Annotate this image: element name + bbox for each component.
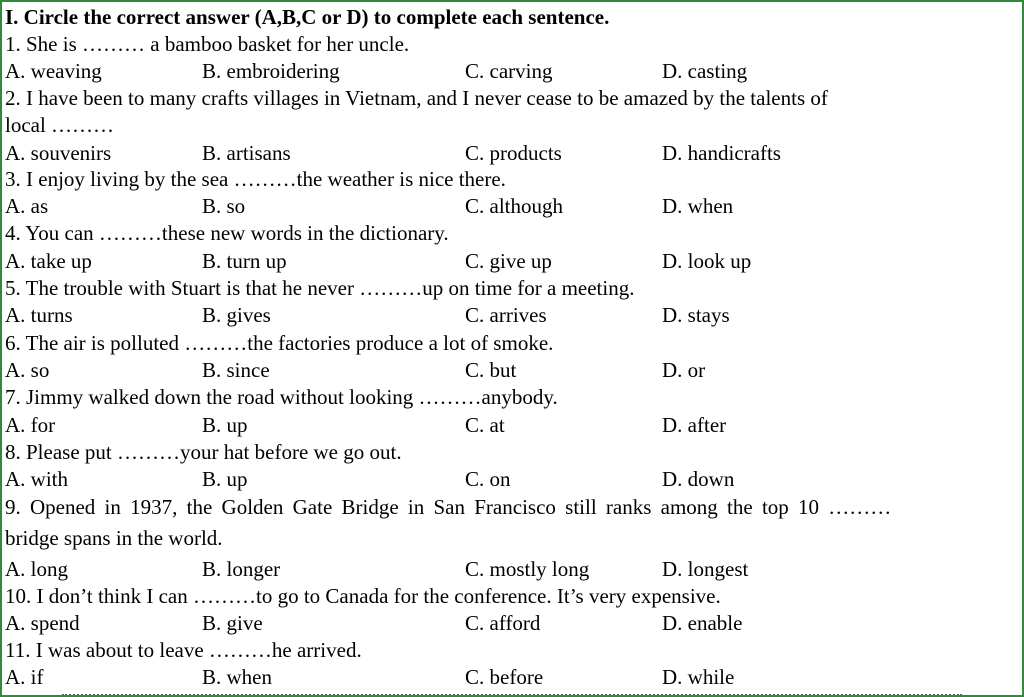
q2-option-a: A. souvenirs (5, 141, 112, 165)
question-4: 4. You can ………these new words in the dictionary. (5, 221, 449, 245)
question-7: 7. Jimmy walked down the road without looking ………anybody. (5, 385, 558, 409)
q9-option-d: D. longest (662, 557, 749, 581)
question-2-continued: local ……… (5, 113, 115, 137)
q8-option-a: A. with (5, 467, 68, 491)
cut-off-text-line (62, 694, 962, 696)
q10-option-a: A. spend (5, 611, 80, 635)
q7-option-a: A. for (5, 413, 56, 437)
question-5: 5. The trouble with Stuart is that he never ………up on time for a meeting. (5, 276, 635, 300)
q1-option-b: B. embroidering (202, 59, 340, 83)
q9-option-b: B. longer (202, 557, 281, 581)
q8-option-c: C. on (465, 467, 511, 491)
question-10: 10. I don’t think I can ………to go to Canada for the conference. It’s very expensive. (5, 584, 721, 608)
q9-option-a: A. long (5, 557, 68, 581)
q5-option-c: C. arrives (465, 303, 547, 327)
q7-option-b: B. up (202, 413, 248, 437)
question-3: 3. I enjoy living by the sea ………the weather is nice there. (5, 167, 506, 191)
q10-option-c: C. afford (465, 611, 541, 635)
question-1: 1. She is ……… a bamboo basket for her uncle. (5, 32, 410, 56)
q9-option-c: C. mostly long (465, 557, 590, 581)
q1-option-c: C. carving (465, 59, 553, 83)
q1-option-d: D. casting (662, 59, 748, 83)
q3-option-a: A. as (5, 194, 49, 218)
q5-option-b: B. gives (202, 303, 271, 327)
q6-option-c: C. but (465, 358, 517, 382)
q11-option-a: A. if (5, 665, 44, 689)
q5-option-a: A. turns (5, 303, 73, 327)
question-9: 9. Opened in 1937, the Golden Gate Bridge in San Francisco still ranks among the top 10 ……… (5, 495, 892, 519)
q2-option-c: C. products (465, 141, 562, 165)
q7-option-d: D. after (662, 413, 727, 437)
q5-option-d: D. stays (662, 303, 730, 327)
q6-option-d: D. or (662, 358, 706, 382)
section-heading: I. Circle the correct answer (A,B,C or D) to complete each sentence. (5, 5, 610, 29)
q8-option-b: B. up (202, 467, 248, 491)
q11-option-b: B. when (202, 665, 272, 689)
q4-option-d: D. look up (662, 249, 752, 273)
q1-option-a: A. weaving (5, 59, 102, 83)
q11-option-d: D. while (662, 665, 735, 689)
question-6: 6. The air is polluted ………the factories produce a lot of smoke. (5, 331, 554, 355)
q11-option-c: C. before (465, 665, 544, 689)
question-11: 11. I was about to leave ………he arrived. (5, 638, 362, 662)
q8-option-d: D. down (662, 467, 735, 491)
q10-option-b: B. give (202, 611, 263, 635)
question-2: 2. I have been to many crafts villages in Vietnam, and I never cease to be amazed by the talents of (5, 86, 828, 110)
q3-option-b: B. so (202, 194, 246, 218)
q7-option-c: C. at (465, 413, 505, 437)
q4-option-a: A. take up (5, 249, 92, 273)
q4-option-b: B. turn up (202, 249, 287, 273)
q6-option-b: B. since (202, 358, 270, 382)
q2-option-b: B. artisans (202, 141, 291, 165)
q3-option-c: C. although (465, 194, 563, 218)
q3-option-d: D. when (662, 194, 734, 218)
question-9-continued: bridge spans in the world. (5, 526, 223, 550)
q4-option-c: C. give up (465, 249, 552, 273)
q6-option-a: A. so (5, 358, 50, 382)
q10-option-d: D. enable (662, 611, 743, 635)
q2-option-d: D. handicrafts (662, 141, 781, 165)
question-8: 8. Please put ………your hat before we go out. (5, 440, 402, 464)
